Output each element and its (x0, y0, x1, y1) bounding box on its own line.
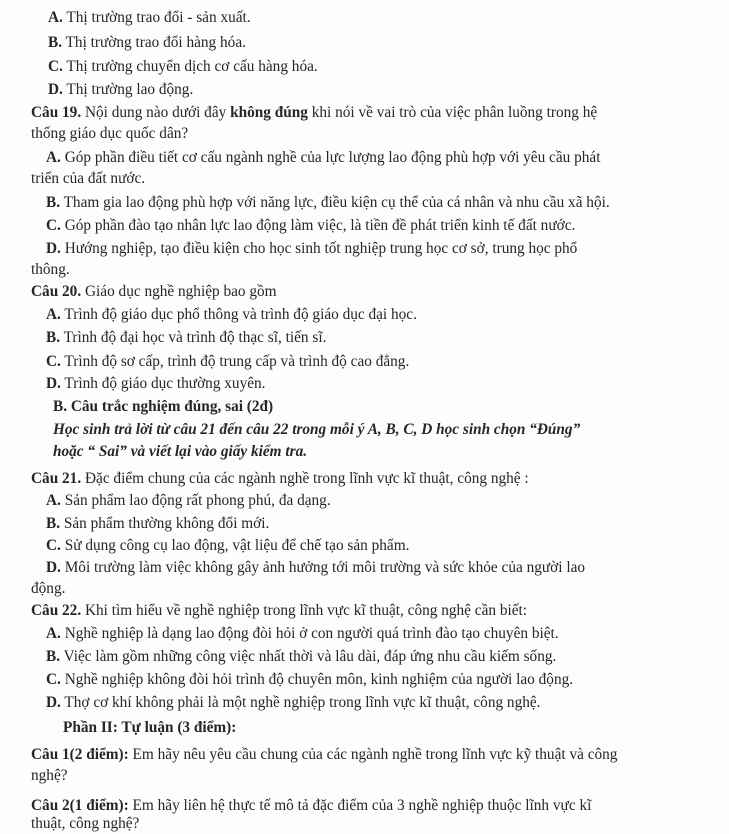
option-text: Trình độ đại học và trình độ thạc sĩ, tiến sĩ. (60, 329, 327, 346)
q19-stem-line2: thống giáo dục quốc dân? (31, 125, 189, 142)
option-text: Tham gia lao động phù hợp với năng lực, điều kiện cụ thể của cá nhân và nhu cầu xã hội. (60, 194, 610, 211)
q22-option-a (46, 624, 559, 644)
option-text: Thị trường trao đổi hàng hóa. (62, 34, 246, 51)
option-text: Sử dụng công cụ lao động, vật liệu để chế tạo sản phẩm. (60, 537, 410, 554)
option-text: Góp phần điều tiết cơ cấu ngành nghề của lực lượng lao động phù hợp với yêu cầu phát (60, 149, 601, 166)
q18-option-c (48, 57, 318, 77)
option-text: Thị trường lao động. (62, 81, 194, 98)
option-letter: C. (48, 58, 63, 75)
question-label: Câu 19. (31, 104, 82, 121)
section-b-heading: B. Câu trắc nghiệm đúng, sai (2đ) (53, 398, 274, 415)
option-text: Nghề nghiệp không đòi hỏi trình độ chuyên môn, kinh nghiệm của người lao động. (60, 671, 574, 688)
q20-stem (31, 282, 277, 302)
option-text: Thị trường chuyển dịch cơ cấu hàng hóa. (62, 58, 318, 75)
q19-option-c (46, 216, 575, 236)
option-letter: B. (46, 329, 61, 346)
section-b-instructions-line2: hoặc “ Sai” và viết lại vào giấy kiểm tra. (53, 443, 308, 460)
option-letter: A. (46, 492, 61, 509)
option-text: Môi trường làm việc không gây ảnh hưởng tới môi trường và sức khỏe của người lao (60, 559, 586, 576)
option-text: Trình độ giáo dục thường xuyên. (60, 375, 266, 392)
option-letter: D. (46, 694, 61, 711)
stem-emphasis: không đúng (230, 104, 308, 121)
q21-option-d-cont: động. (31, 580, 66, 597)
q22-stem (31, 601, 527, 621)
option-letter: A. (48, 9, 63, 26)
option-letter: B. (48, 34, 63, 51)
question-text: Em hãy liên hệ thực tế mô tả đặc điểm của 3 nghề nghiệp thuộc lĩnh vực kĩ (128, 797, 592, 814)
question-label: Câu 1(2 điểm): (31, 746, 129, 763)
essay-q2-line1 (31, 796, 591, 816)
stem-text: Nội dung nào dưới đây (81, 104, 231, 121)
stem-text: Khi tìm hiểu về nghề nghiệp trong lĩnh vực kĩ thuật, công nghệ cần biết: (81, 602, 528, 619)
option-text: Sản phẩm lao động rất phong phú, đa dạng. (60, 492, 331, 509)
option-text: Trình độ giáo dục phổ thông và trình độ giáo dục đại học. (60, 306, 417, 323)
q18-option-a (48, 8, 251, 28)
question-label: Câu 21. (31, 470, 82, 487)
q22-option-d (46, 693, 541, 713)
option-text: Việc làm gồm những công việc nhất thời và lâu dài, đáp ứng nhu cầu kiếm sống. (60, 648, 557, 665)
stem-text: Giáo dục nghề nghiệp bao gồm (81, 283, 277, 300)
option-letter: D. (46, 559, 61, 576)
option-letter: A. (46, 149, 61, 166)
question-label: Câu 20. (31, 283, 82, 300)
q21-option-a (46, 491, 331, 511)
q21-stem (31, 469, 529, 489)
option-text: Nghề nghiệp là dạng lao động đòi hỏi ở con người quá trình đào tạo chuyên biệt. (60, 625, 559, 642)
q19-option-d-cont: thông. (31, 261, 70, 278)
q20-option-d (46, 374, 266, 394)
option-letter: B. (46, 515, 61, 532)
section-b-instructions-line1: Học sinh trả lời từ câu 21 đến câu 22 trong mỗi ý A, B, C, D học sinh chọn “Đúng” (53, 421, 581, 438)
q19-option-d (46, 239, 577, 259)
q21-option-d (46, 558, 585, 578)
option-letter: C. (46, 353, 61, 370)
q18-option-d (48, 80, 193, 100)
q21-option-b (46, 514, 269, 534)
option-text: Góp phần đào tạo nhân lực lao động làm việc, là tiền đề phát triển kinh tế đất nước. (60, 217, 576, 234)
q19-stem-line1 (31, 103, 597, 123)
question-text: Em hãy nêu yêu cầu chung của các ngành nghề trong lĩnh vực kỹ thuật và công (128, 746, 618, 763)
q19-option-a-cont: triển của đất nước. (31, 170, 146, 187)
option-text: Hướng nghiệp, tạo điều kiện cho học sinh tốt nghiệp trung học cơ sở, trung học phổ (60, 240, 578, 257)
option-letter: C. (46, 217, 61, 234)
essay-q1-line2: nghệ? (31, 767, 68, 784)
option-letter: B. (46, 648, 61, 665)
q19-option-b (46, 193, 610, 213)
option-letter: C. (46, 671, 61, 688)
option-letter: C. (46, 537, 61, 554)
essay-q2-line2: thuật, công nghệ? (31, 815, 140, 832)
option-letter: B. (46, 194, 61, 211)
q19-option-a (46, 148, 600, 168)
essay-q1-line1 (31, 745, 617, 765)
option-text: Thợ cơ khí không phải là một nghề nghiệp trong lĩnh vực kĩ thuật, công nghệ. (60, 694, 541, 711)
q18-option-b (48, 33, 246, 53)
option-text: Sản phẩm thường không đổi mới. (60, 515, 270, 532)
q20-option-b (46, 328, 326, 348)
q22-option-b (46, 647, 556, 667)
q20-option-a (46, 305, 417, 325)
option-letter: D. (46, 240, 61, 257)
option-letter: A. (46, 306, 61, 323)
q21-option-c (46, 536, 409, 556)
question-label: Câu 22. (31, 602, 82, 619)
stem-text: Đặc điểm chung của các ngành nghề trong lĩnh vực kĩ thuật, công nghệ : (81, 470, 529, 487)
option-letter: A. (46, 625, 61, 642)
option-letter: D. (48, 81, 63, 98)
part2-heading: Phần II: Tự luận (3 điểm): (63, 719, 237, 736)
stem-text: khi nói về vai trò của việc phân luồng trong hệ (307, 104, 598, 121)
option-text: Thị trường trao đổi - sản xuất. (62, 9, 251, 26)
option-letter: D. (46, 375, 61, 392)
option-text: Trình độ sơ cấp, trình độ trung cấp và trình độ cao đẳng. (60, 353, 410, 370)
q20-option-c (46, 352, 409, 372)
q22-option-c (46, 670, 573, 690)
question-label: Câu 2(1 điểm): (31, 797, 129, 814)
